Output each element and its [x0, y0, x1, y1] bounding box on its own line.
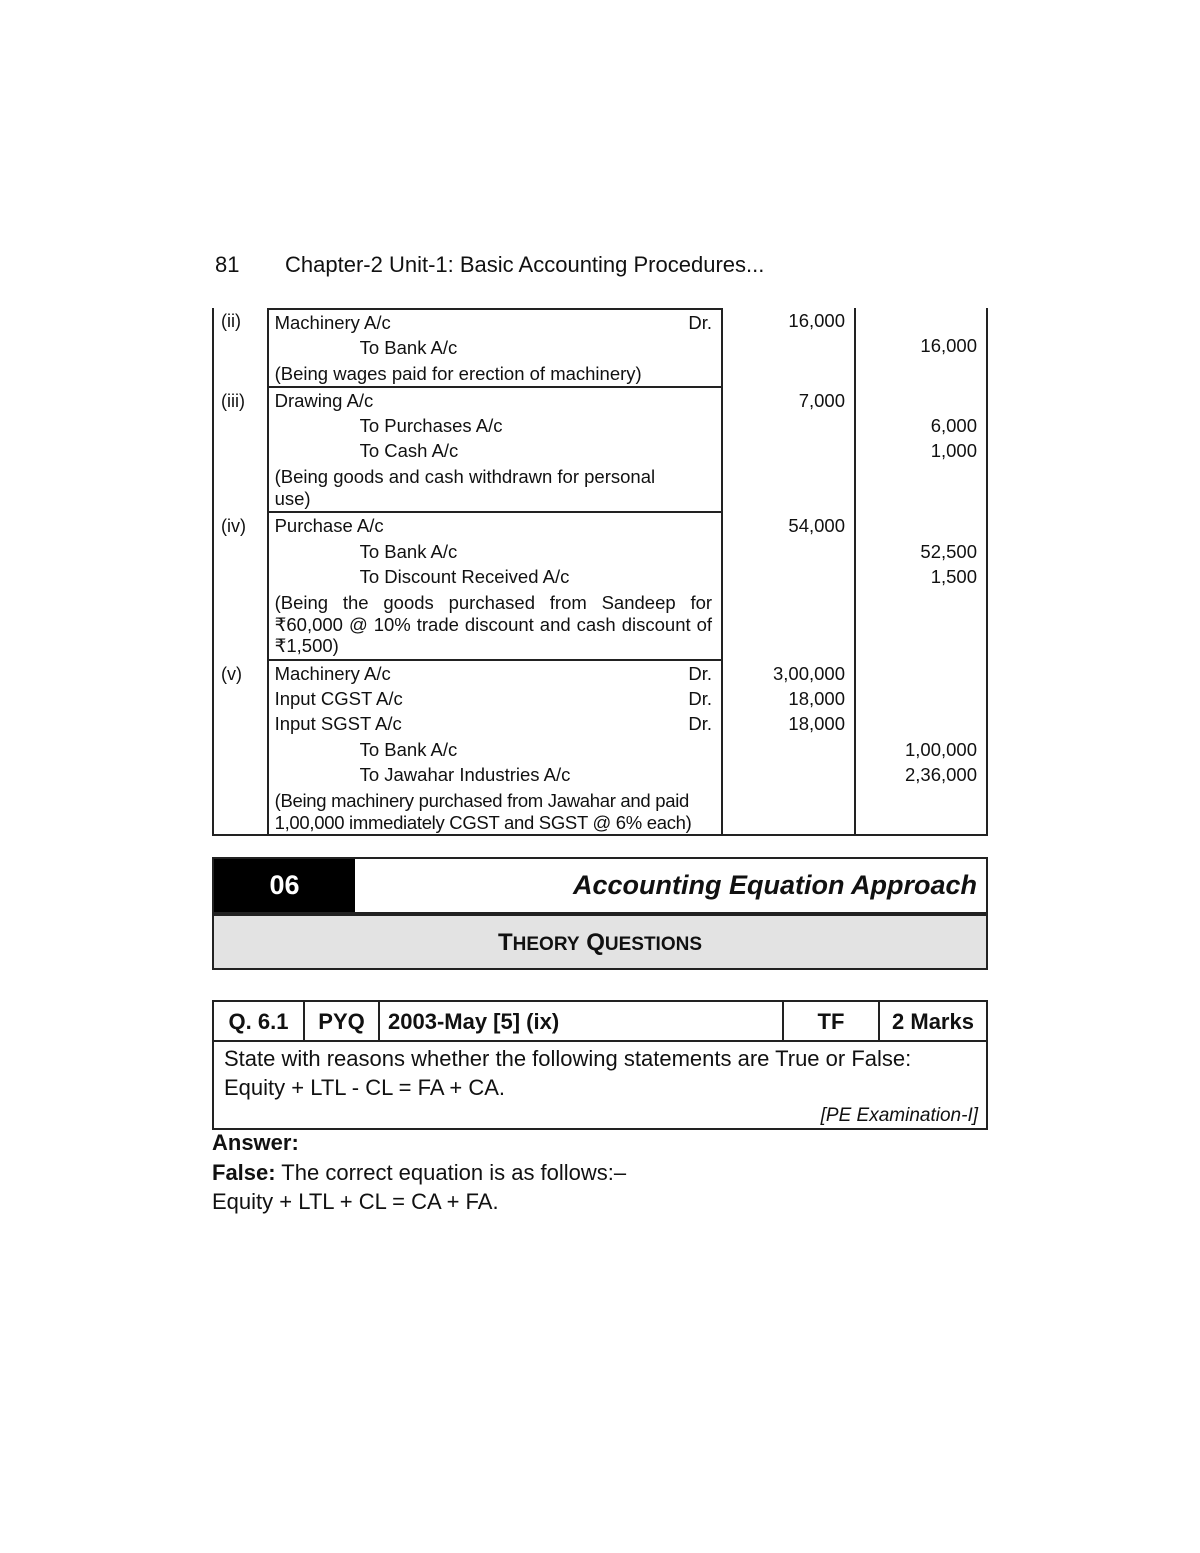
particulars	[267, 308, 723, 388]
debit-column	[723, 661, 856, 834]
account-line: To Jawahar Industries A/c	[359, 764, 571, 786]
page-number: 81	[215, 252, 240, 277]
journal-entry	[212, 661, 988, 834]
table-bottom-rule	[212, 834, 988, 836]
account-line: Purchase A/c	[274, 515, 384, 537]
debit-amount: 7,000	[798, 389, 846, 411]
credit-column	[856, 388, 988, 514]
debit-amount: 18,000	[788, 688, 846, 710]
credit-amount: 2,36,000	[904, 764, 977, 786]
section-title: Accounting Equation Approach	[573, 870, 977, 900]
account-line: To Bank A/c	[359, 337, 458, 359]
account-line: To Purchases A/c	[359, 414, 503, 436]
debit-column	[723, 513, 856, 660]
entry-number: (iv)	[221, 516, 246, 537]
account-line: To Discount Received A/c	[359, 566, 570, 588]
entry-number: (iii)	[221, 390, 245, 411]
question-number: Q. 6.1	[214, 1002, 305, 1040]
question-marks: 2 Marks	[892, 1009, 974, 1034]
credit-amount: 52,500	[920, 540, 977, 562]
account-line: Input CGST A/c Dr.	[274, 688, 713, 710]
page-header	[215, 252, 764, 278]
account-line: Machinery A/c Dr.	[274, 312, 713, 333]
question-format: TF	[784, 1002, 880, 1040]
question-source: [PE Examination-I]	[820, 1105, 978, 1126]
account-line: To Bank A/c	[359, 738, 458, 760]
chapter-title: Chapter-2 Unit-1: Basic Accounting Procedures...	[285, 252, 765, 277]
debit-column	[723, 308, 856, 388]
question-year: 2003-May [5] (ix)	[380, 1002, 784, 1040]
account-line: To Cash A/c	[359, 440, 459, 462]
answer-equation: Equity + LTL + CL = CA + FA.	[212, 1189, 499, 1214]
journal-entry	[212, 513, 988, 660]
particulars	[267, 388, 723, 514]
narration: (Being wages paid for erection of machinery)	[274, 362, 642, 384]
particulars	[267, 661, 723, 834]
entry-number: (ii)	[221, 311, 241, 331]
journal-table	[212, 308, 988, 836]
account-line: Drawing A/c	[274, 389, 374, 411]
section-banner	[212, 857, 988, 914]
debit-column	[723, 388, 856, 514]
question-type: PYQ	[305, 1002, 380, 1040]
credit-amount: 1,500	[930, 566, 977, 588]
debit-amount: 18,000	[788, 713, 846, 735]
entry-number: (v)	[221, 663, 242, 684]
account-line: To Bank A/c	[359, 540, 458, 562]
question-text: State with reasons whether the following statements are True or False: Equity + LTL - CL = FA + CA.	[224, 1046, 912, 1100]
question-box	[212, 1000, 988, 1130]
narration: (Being machinery purchased from Jawahar and paid 1,00,000 immediately CGST and SGST @ 6% each)	[274, 790, 692, 833]
narration: (Being the goods purchased from Sandeep for ₹60,000 @ 10% trade discount and cash discount of ₹1,500)	[274, 592, 713, 657]
journal-entry	[212, 308, 988, 388]
answer-label: Answer:	[212, 1130, 299, 1155]
credit-column	[856, 661, 988, 834]
credit-amount: 6,000	[930, 414, 977, 436]
credit-amount: 16,000	[920, 335, 977, 357]
account-line: Machinery A/c Dr.	[274, 662, 713, 684]
debit-amount: 16,000	[788, 310, 846, 331]
answer-block	[212, 1128, 626, 1217]
theory-questions-heading: THEORY QUESTIONS	[212, 914, 988, 970]
credit-column	[856, 308, 988, 388]
particulars	[267, 513, 723, 660]
answer-explanation: The correct equation is as follows:–	[275, 1159, 627, 1185]
narration: (Being goods and cash withdrawn for personal use)	[274, 466, 656, 509]
debit-amount: 54,000	[788, 515, 846, 537]
credit-amount: 1,00,000	[904, 738, 977, 760]
debit-amount: 3,00,000	[773, 662, 846, 684]
section-number: 06	[214, 859, 355, 912]
question-header	[214, 1002, 986, 1042]
credit-column	[856, 513, 988, 660]
journal-entry	[212, 388, 988, 514]
credit-amount: 1,000	[930, 440, 977, 462]
account-line: Input SGST A/c Dr.	[274, 713, 713, 735]
answer-verdict: False:	[212, 1159, 276, 1185]
